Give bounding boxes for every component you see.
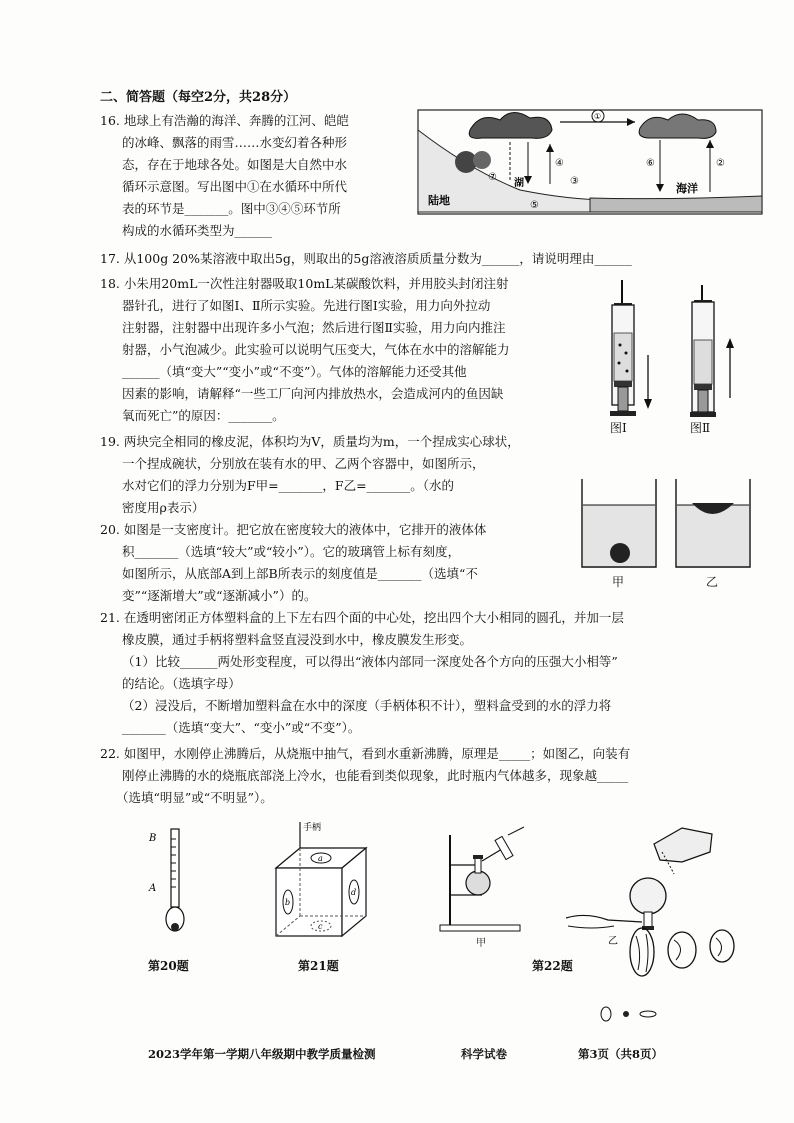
label-1: ① [594, 112, 602, 121]
q16-line: 态，存在于地球各处。如图是大自然中水 [122, 157, 348, 172]
footer-subject: 科学试卷 [461, 1047, 507, 1061]
label-a: a [318, 854, 323, 863]
label-d: d [351, 888, 357, 897]
cube-figure [270, 818, 380, 943]
label-yi: 乙 [706, 575, 719, 589]
q21-line: 的结论。（选填字母） [122, 676, 241, 691]
flask-inverted-figure [562, 822, 762, 982]
container-jia [578, 475, 660, 571]
question-21 [100, 607, 624, 739]
fig-2-caption: 图Ⅱ [690, 421, 711, 435]
q18-line: 因素的影响，请解释“一些工厂向河内排放热水，会造成河内的鱼因缺 [122, 386, 504, 401]
q18-line: 氧而死亡”的原因：_______。 [122, 408, 285, 423]
label-6: ⑥ [646, 158, 655, 169]
q16-line: 的冰峰、飘落的雨雪……水变幻着各种形 [122, 135, 348, 150]
question-20 [100, 519, 486, 607]
label-3: ③ [570, 176, 579, 187]
hydrometer-figure [145, 825, 205, 945]
q19-line: 水对它们的浮力分别为F甲=_______，F乙=_______。（水的 [122, 478, 455, 493]
question-19 [100, 431, 520, 519]
q18-line: 器针孔，进行了如图Ⅰ、Ⅱ所示实验。先进行图Ⅰ实验，用力向外拉动 [122, 298, 491, 313]
label-c: c [318, 922, 323, 931]
water-cycle-figure [410, 100, 770, 220]
footer-page-number: 第3页（共8页） [578, 1047, 664, 1061]
q19-line: 一个捏成碗状，分别放在装有水的甲、乙两个容器中，如图所示， [122, 456, 485, 471]
q22-line: 22. 如图甲，水刚停止沸腾后，从烧瓶中抽气，看到水重新沸腾，原理是_____；如图乙，向装有 [100, 746, 631, 761]
q16-line: 16. 地球上有浩瀚的海洋、奔腾的江河、皑皑 [100, 113, 349, 128]
q20-line: 积_______（选填“较大”或“较小”）。它的玻璃管上标有刻度， [122, 544, 461, 559]
q21-line: _______（选填“变大”、“变小”或“不变”）。 [122, 720, 361, 735]
flask-stand-figure [432, 825, 532, 940]
question-22 [100, 743, 630, 809]
question-17: 17. 从100g 20%某溶液中取出5g，则取出的5g溶液溶质质量分数为______，请说明理由______ [100, 251, 632, 266]
label-jia: 甲 [612, 575, 625, 589]
q22-line: （选填“明显”或“不明显”）。 [116, 790, 273, 805]
q18-line: 注射器，注射器中出现许多小气泡；然后进行图Ⅱ实验，用力向内推注 [122, 320, 506, 335]
footer-exam-title: 2023学年第一学期八年级期中教学质量检测 [148, 1047, 376, 1061]
q19-line: 19. 两块完全相同的橡皮泥，体积均为V，质量均为m，一个捏成实心球状， [100, 434, 520, 449]
q20-line: 变”“逐渐增大”或“逐渐减小”）的。 [122, 588, 317, 603]
q16-line: 循环示意图。写出图中①在水循环中所代 [122, 179, 348, 194]
q16-line: 构成的水循环类型为______ [122, 223, 273, 238]
section-title: 二、简答题（每空2分，共28分） [100, 90, 297, 105]
label-4: ④ [555, 158, 564, 169]
q20-line: 如图所示，从底部A到上部B所表示的刻度值是_______（选填“不 [122, 566, 478, 581]
syringe-figure-1 [600, 275, 660, 435]
label-lake: 湖 [514, 178, 524, 189]
label-2: ② [716, 158, 725, 169]
syringe-figure-2 [680, 280, 740, 435]
label-b: b [285, 898, 291, 907]
q18-line: 射器，小气泡减少。此实验可以说明气压变大，气体在水中的溶解能力 [122, 342, 510, 357]
label-land: 陆地 [428, 194, 450, 207]
q16-line: 表的环节是_______。图中③④⑤环节所 [122, 201, 341, 216]
fig-1-caption: 图Ⅰ [610, 421, 627, 435]
label-handle: 手柄 [303, 823, 322, 833]
label-B: B [149, 833, 157, 844]
caption-q22: 第22题 [532, 959, 573, 973]
label-fig22-jia: 甲 [476, 938, 486, 949]
q21-line: 21. 在透明密闭正方体塑料盒的上下左右四个面的中心处，挖出四个大小相同的圆孔，并加一层 [100, 610, 624, 625]
q18-line: ______（填“变大”“变小”或“不变”）。气体的溶解能力还受其他 [122, 364, 467, 379]
q20-line: 20. 如图是一支密度计。把它放在密度较大的液体中，它排开的液体体 [100, 522, 487, 537]
q21-line: 橡皮膜，通过手柄将塑料盒竖直浸没到水中，橡皮膜发生形变。 [122, 632, 473, 647]
label-5: ⑤ [530, 200, 539, 211]
q21-line: （2）浸没后，不断增加塑料盒在水中的深度（手柄体积不计），塑料盒受到的水的浮力将 [122, 698, 612, 713]
question-18 [100, 273, 510, 427]
label-sea: 海洋 [676, 182, 698, 195]
label-A: A [149, 883, 157, 894]
q19-line: 密度用ρ表示） [122, 500, 205, 515]
small-marks [596, 1002, 666, 1026]
caption-q20: 第20题 [148, 959, 189, 973]
label-7: ⑦ [488, 172, 497, 183]
label-fig22-yi: 乙 [608, 936, 618, 947]
q21-line: （1）比较______两处形变程度，可以得出“液体内部同一深度处各个方向的压强大小相等” [122, 654, 618, 669]
caption-q21: 第21题 [298, 959, 339, 973]
q18-line: 18. 小朱用20mL一次性注射器吸取10mL某碳酸饮料，并用胶头封闭注射 [100, 276, 509, 291]
container-yi [672, 475, 754, 571]
question-16 [100, 110, 349, 242]
q22-line: 刚停止沸腾的水的烧瓶底部浇上冷水，也能看到类似现象，此时瓶内气体越多，现象越_____ [122, 768, 629, 783]
